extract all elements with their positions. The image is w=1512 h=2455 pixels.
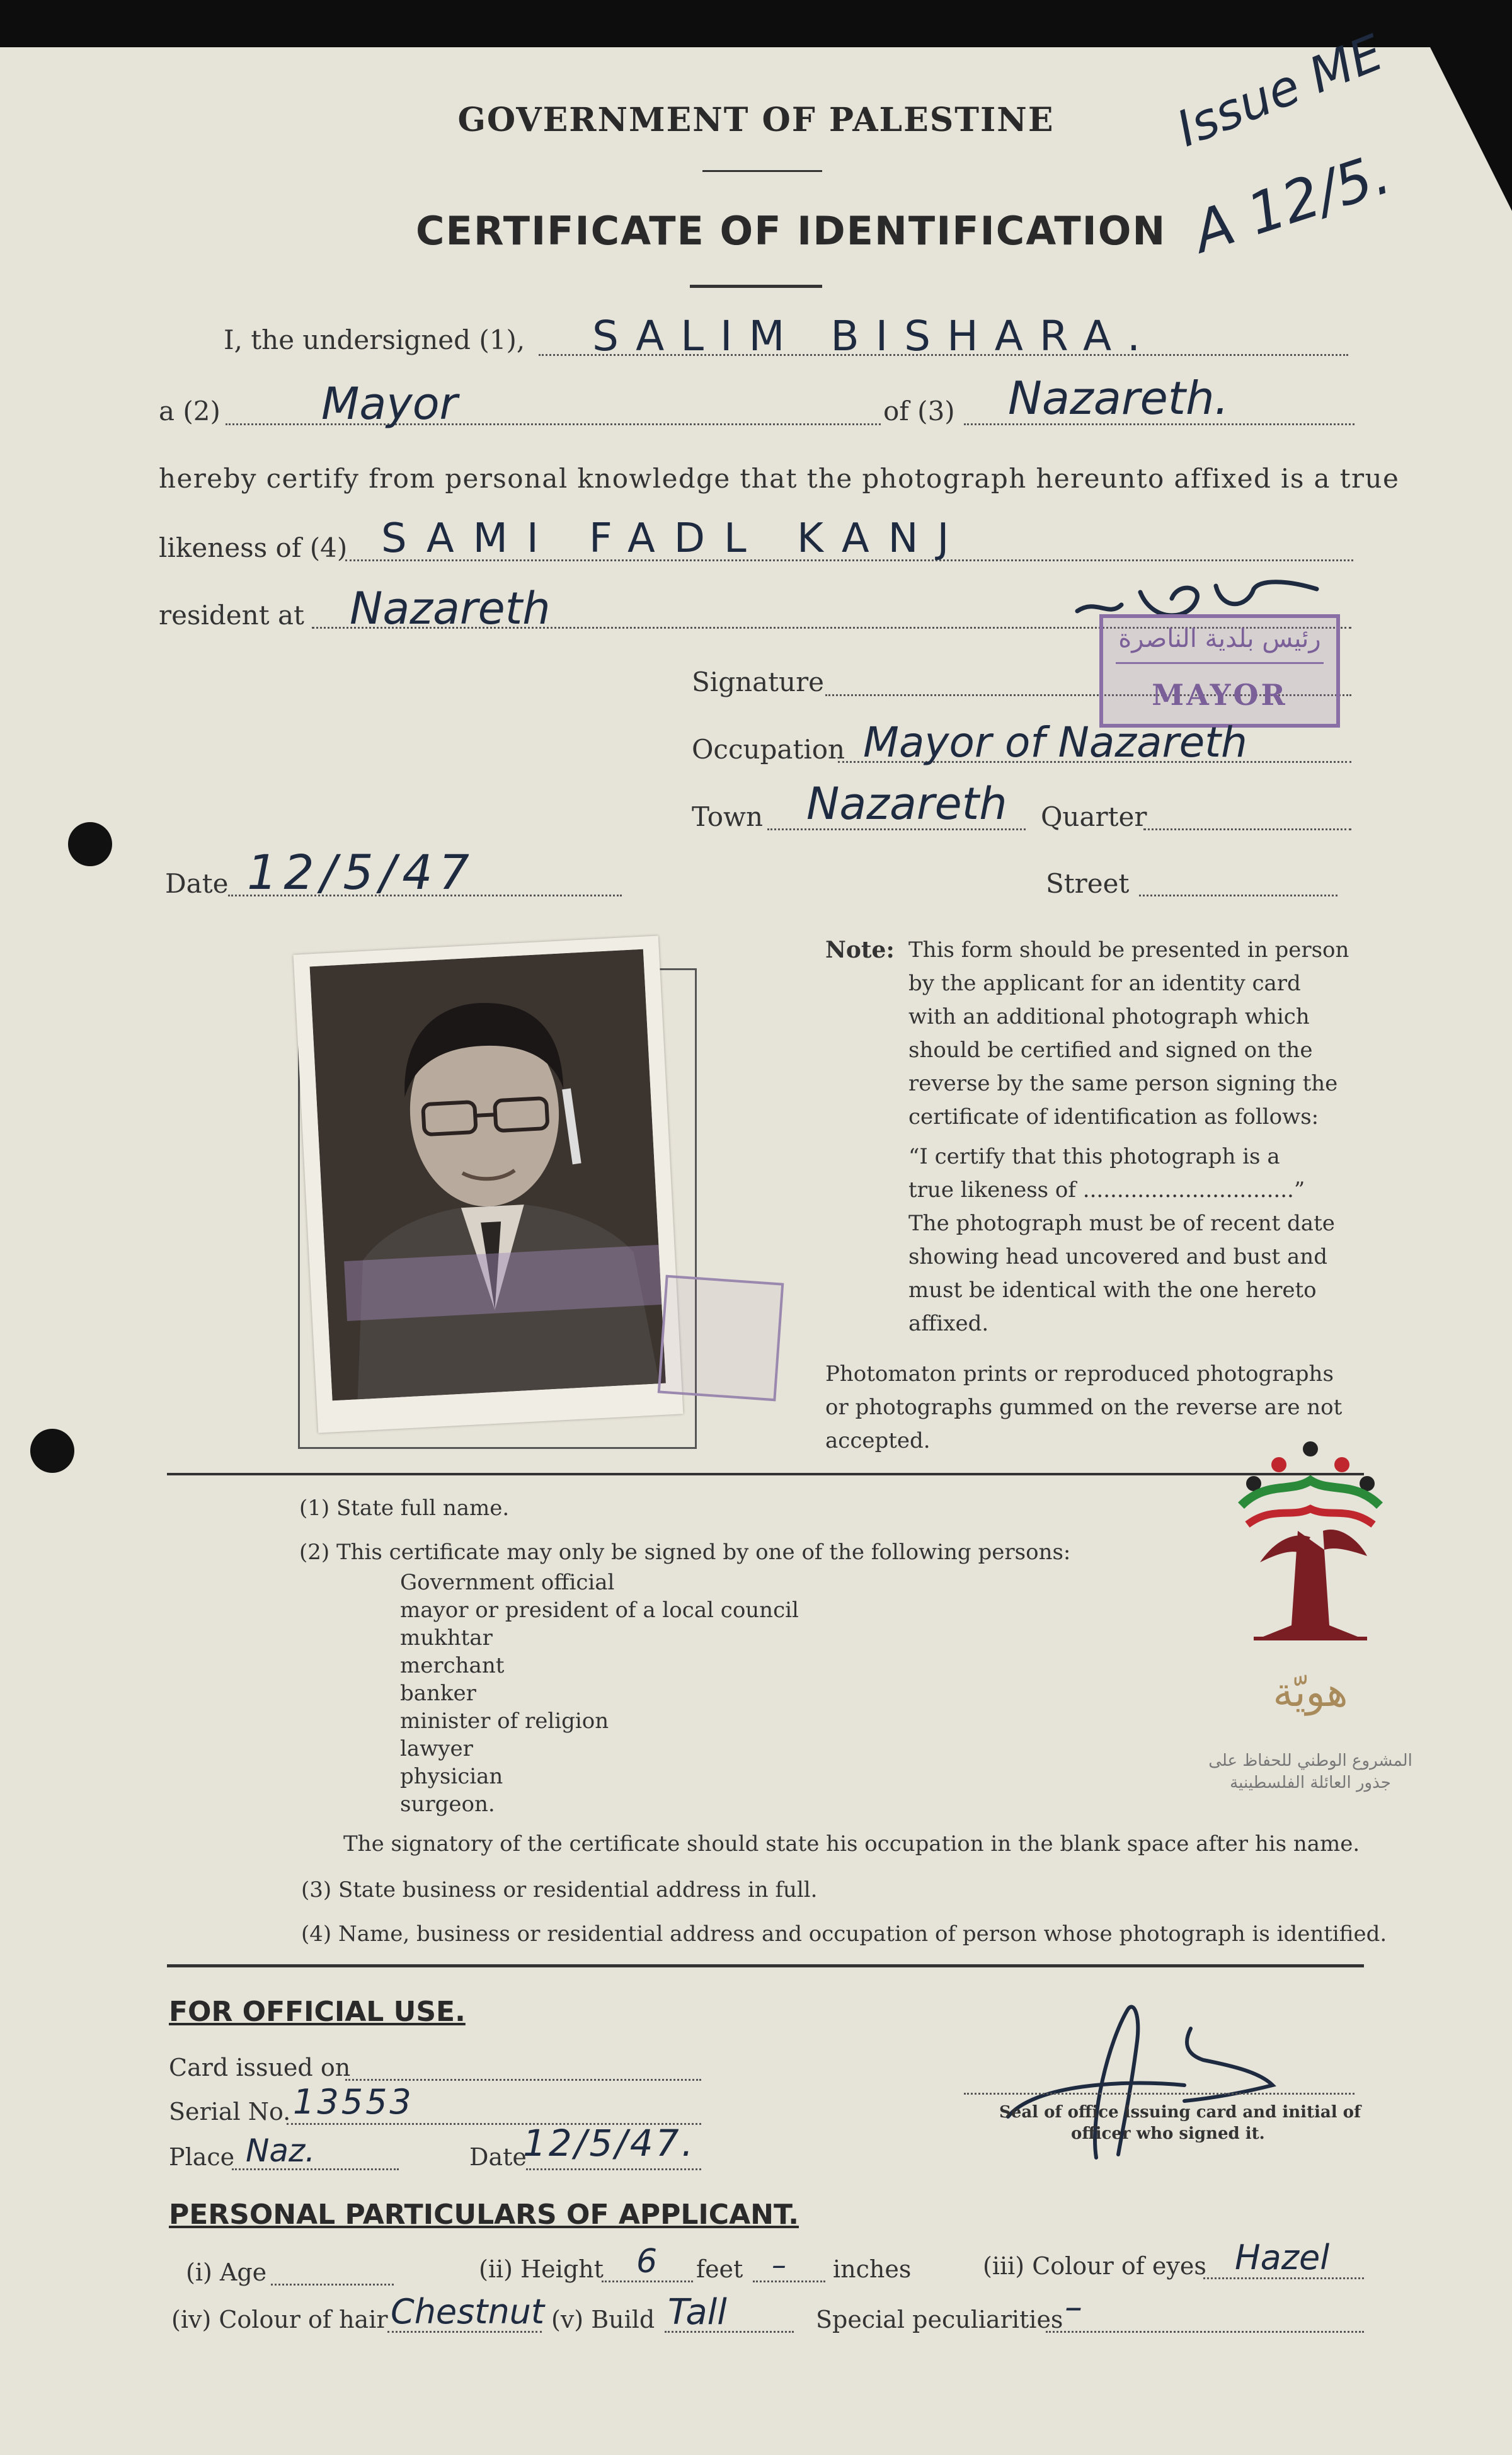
footnotes-divider xyxy=(167,1473,1364,1475)
photo-print xyxy=(294,936,684,1433)
a-label: a (2) xyxy=(159,396,220,426)
street-line xyxy=(1139,895,1337,896)
note-line: affixed. xyxy=(908,1311,989,1336)
inches-label: inches xyxy=(833,2255,912,2283)
peculiarities-label: Special peculiarities xyxy=(816,2306,1063,2333)
build-label: (v) Build xyxy=(551,2306,655,2333)
certificate-title: CERTIFICATE OF IDENTIFICATION xyxy=(416,208,1167,254)
of-label: of (3) xyxy=(883,396,955,426)
watermark-line-1: المشروع الوطني للحفاظ على xyxy=(1208,1751,1412,1770)
note-line: This form should be presented in person xyxy=(908,937,1349,963)
peculiarities-line xyxy=(1046,2331,1364,2333)
certify-text: hereby certify from personal knowledge that the photograph hereunto affixed is a true xyxy=(159,463,1400,494)
applicant-photo xyxy=(310,949,666,1401)
note-line: “I certify that this photograph is a xyxy=(908,1144,1280,1169)
government-heading: GOVERNMENT OF PALESTINE xyxy=(457,101,1055,139)
signer-list xyxy=(400,1569,799,1818)
peculiarities-value: – xyxy=(1065,2287,1082,2328)
signer-item: minister of religion xyxy=(400,1708,609,1734)
seal-line xyxy=(964,2093,1354,2095)
note-line: must be identical with the one hereto xyxy=(908,1278,1317,1303)
photomaton-line: Photomaton prints or reproduced photographs xyxy=(825,1361,1334,1387)
signature-label: Signature xyxy=(692,667,825,697)
seal-caption-1: Seal of office issuing card and initial of xyxy=(999,2103,1361,2122)
signer-item: Government official xyxy=(400,1570,615,1595)
card-issued-line xyxy=(345,2079,701,2081)
stamp-english: MAYOR xyxy=(1152,678,1288,712)
eyes-line xyxy=(1203,2277,1364,2279)
corner-annotation-2: A 12/5. xyxy=(1185,140,1399,266)
resident-label: resident at xyxy=(159,600,304,631)
official-date-label: Date xyxy=(469,2143,527,2171)
note-line: reverse by the same person signing the xyxy=(908,1071,1338,1096)
hair-label: (iv) Colour of hair xyxy=(171,2306,388,2333)
date-value: 12/5/47 xyxy=(247,844,476,900)
street-label: Street xyxy=(1046,868,1130,899)
build-value: Tall xyxy=(668,2292,727,2333)
signer-item: surgeon. xyxy=(400,1792,495,1817)
stamp-arabic: رئيس بلدية الناصرة xyxy=(1118,624,1321,653)
a-value: Mayor xyxy=(321,378,458,430)
signer-item: banker xyxy=(400,1681,476,1706)
likeness-value: SAMI FADL KANJ xyxy=(381,515,968,562)
town-value: Nazareth xyxy=(806,778,1007,830)
footnote-1: (1) State full name. xyxy=(299,1496,510,1521)
note-line: should be certified and signed on the xyxy=(908,1038,1313,1063)
feet-label: feet xyxy=(696,2255,743,2283)
serial-value: 13553 xyxy=(293,2082,414,2122)
serial-label: Serial No. xyxy=(169,2098,291,2126)
age-label: (i) Age xyxy=(186,2258,267,2286)
signer-item: mayor or president of a local council xyxy=(400,1598,799,1623)
height-inches-value: – xyxy=(772,2248,786,2282)
official-date-line xyxy=(526,2168,701,2170)
particulars-title: PERSONAL PARTICULARS OF APPLICANT. xyxy=(169,2199,799,2231)
likeness-label: likeness of (4) xyxy=(159,532,348,563)
height-inches-line xyxy=(753,2280,825,2282)
signer-item: lawyer xyxy=(400,1736,473,1761)
hair-value: Chestnut xyxy=(391,2292,545,2332)
official-title: FOR OFFICIAL USE. xyxy=(169,1996,466,2028)
signer-item: physician xyxy=(400,1764,503,1789)
tree-logo-icon xyxy=(1216,1436,1405,1663)
height-feet-line xyxy=(602,2280,693,2282)
town-label: Town xyxy=(692,801,764,832)
date-label: Date xyxy=(165,868,229,899)
footnote-3: (3) State business or residential address in full. xyxy=(301,1877,818,1903)
mayor-stamp xyxy=(1099,614,1340,728)
note-line: true likeness of ...............................” xyxy=(908,1177,1305,1203)
place-value: Naz. xyxy=(246,2132,316,2169)
photo-stamp-fragment xyxy=(658,1275,784,1402)
eyes-label: (iii) Colour of eyes xyxy=(983,2252,1206,2280)
of-value: Nazareth. xyxy=(1008,372,1229,425)
height-label: (ii) Height xyxy=(479,2255,604,2283)
signer-item: merchant xyxy=(400,1653,505,1678)
signer-item: mukhtar xyxy=(400,1625,493,1651)
note-lines xyxy=(908,934,1362,1341)
undersigned-value: SALIM BISHARA. xyxy=(592,312,1157,360)
corner-annotation-1: Issue ME xyxy=(1169,25,1391,158)
quarter-line xyxy=(1143,828,1351,830)
title-divider xyxy=(690,285,822,288)
official-divider xyxy=(167,1964,1364,1967)
age-line xyxy=(271,2284,394,2286)
stamp-divider xyxy=(1116,662,1324,664)
occupation-label: Occupation xyxy=(692,734,845,765)
photomaton-line: or photographs gummed on the reverse are not xyxy=(825,1395,1343,1420)
occupation-value: Mayor of Nazareth xyxy=(863,718,1247,767)
note-line: The photograph must be of recent date xyxy=(908,1211,1335,1236)
note-line: by the applicant for an identity card xyxy=(908,971,1301,996)
eyes-value: Hazel xyxy=(1235,2238,1330,2277)
seal-caption-2: officer who signed it. xyxy=(1071,2124,1265,2143)
place-label: Place xyxy=(169,2143,235,2171)
punch-hole-top xyxy=(68,822,112,866)
card-issued-label: Card issued on xyxy=(169,2054,351,2081)
watermark-brand: هويّة xyxy=(1273,1669,1348,1716)
undersigned-label: I, the undersigned (1), xyxy=(224,324,525,355)
heading-divider xyxy=(702,170,822,172)
note-label: Note: xyxy=(825,937,895,963)
note-line: with an additional photograph which xyxy=(908,1004,1310,1029)
photomaton-line: accepted. xyxy=(825,1428,931,1453)
punch-hole-bottom xyxy=(30,1429,74,1473)
signatory-note: The signatory of the certificate should state his occupation in the blank space after his name. xyxy=(343,1831,1360,1857)
watermark-line-2: جذور العائلة الفلسطينية xyxy=(1230,1773,1391,1792)
note-line: certificate of identification as follows: xyxy=(908,1104,1319,1130)
official-date-value: 12/5/47. xyxy=(523,2122,696,2165)
hawiya-watermark xyxy=(1208,1436,1412,1802)
footnote-4: (4) Name, business or residential address and occupation of person whose photograph is identified. xyxy=(301,1921,1387,1947)
footnote-2: (2) This certificate may only be signed by one of the following persons: xyxy=(299,1540,1071,1565)
resident-value: Nazareth xyxy=(350,583,551,634)
height-feet-value: 6 xyxy=(636,2243,658,2280)
note-line: showing head uncovered and bust and xyxy=(908,1244,1327,1269)
quarter-label: Quarter xyxy=(1041,801,1147,832)
